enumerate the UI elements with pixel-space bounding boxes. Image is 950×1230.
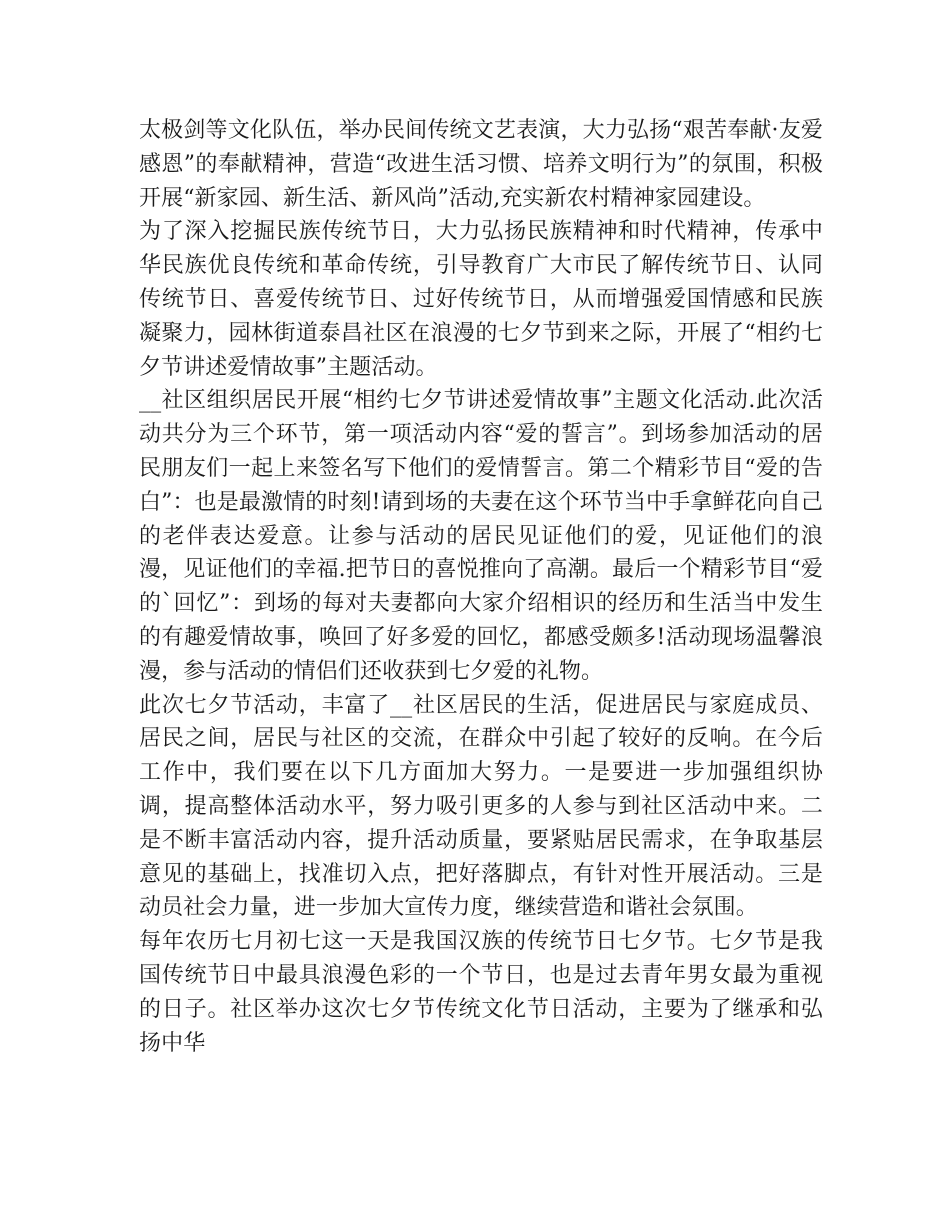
paragraph-4: 此次七夕节活动，丰富了__社区居民的生活，促进居民与家庭成员、居民之间，居民与社区的交流，在群众中引起了较好的反响。在今后工作中，我们要在以下几方面加大努力。一是要进一步加强组织协调，提高整体活动水平，努力吸引更多的人参与到社区活动中来。二是不断丰富活动内容，提升活动质量，要紧贴居民需求，在争取基层意见的基础上，找准切入点，把好落脚点，有针对性开展活动。三是动员社会力量，进一步加大宣传力度，继续营造和谐社会氛围。	[139, 692, 823, 921]
paragraph-5: 每年农历七月初七这一天是我国汉族的传统节日七夕节。七夕节是我国传统节日中最具浪漫色彩的一个节日，也是过去青年男女最为重视的日子。社区举办这次七夕节传统文化节日活动，主要为了继承和弘扬中华	[139, 929, 823, 1056]
paragraph-3: __社区组织居民开展“相约七夕节讲述爱情故事”主题文化活动.此次活动共分为三个环节，第一项活动内容“爱的誓言”。到场参加活动的居民朋友们一起上来签名写下他们的爱情誓言。第二个精彩节目“爱的告白”：也是最激情的时刻!请到场的夫妻在这个环节当中手拿鲜花向自己的老伴表达爱意。让参与活动的居民见证他们的爱，见证他们的浪漫，见证他们的幸福.把节日的喜悦推向了高潮。最后一个精彩节目“爱的`回忆”：到场的每对夫妻都向大家介绍相识的经历和生活当中发生的有趣爱情故事，唤回了好多爱的回忆，都感受颇多!活动现场温馨浪漫，参与活动的情侣们还收获到七夕爱的礼物。	[139, 388, 823, 684]
document-body	[139, 114, 823, 1060]
paragraph-2: 为了深入挖掘民族传统节日，大力弘扬民族精神和时代精神，传承中华民族优良传统和革命传统，引导教育广大市民了解传统节日、认同传统节日、喜爱传统节日、过好传统节日，从而增强爱国情感和民族凝聚力，园林街道泰昌社区在浪漫的七夕节到来之际，开展了“相约七夕节讲述爱情故事”主题活动。	[139, 219, 823, 380]
paragraph-1: 太极剑等文化队伍，举办民间传统文艺表演，大力弘扬“艰苦奉献·友爱感恩”的奉献精神，营造“改进生活习惯、培养文明行为”的氛围，积极开展“新家园、新生活、新风尚”活动,充实新农村精神家园建设。	[139, 118, 823, 211]
